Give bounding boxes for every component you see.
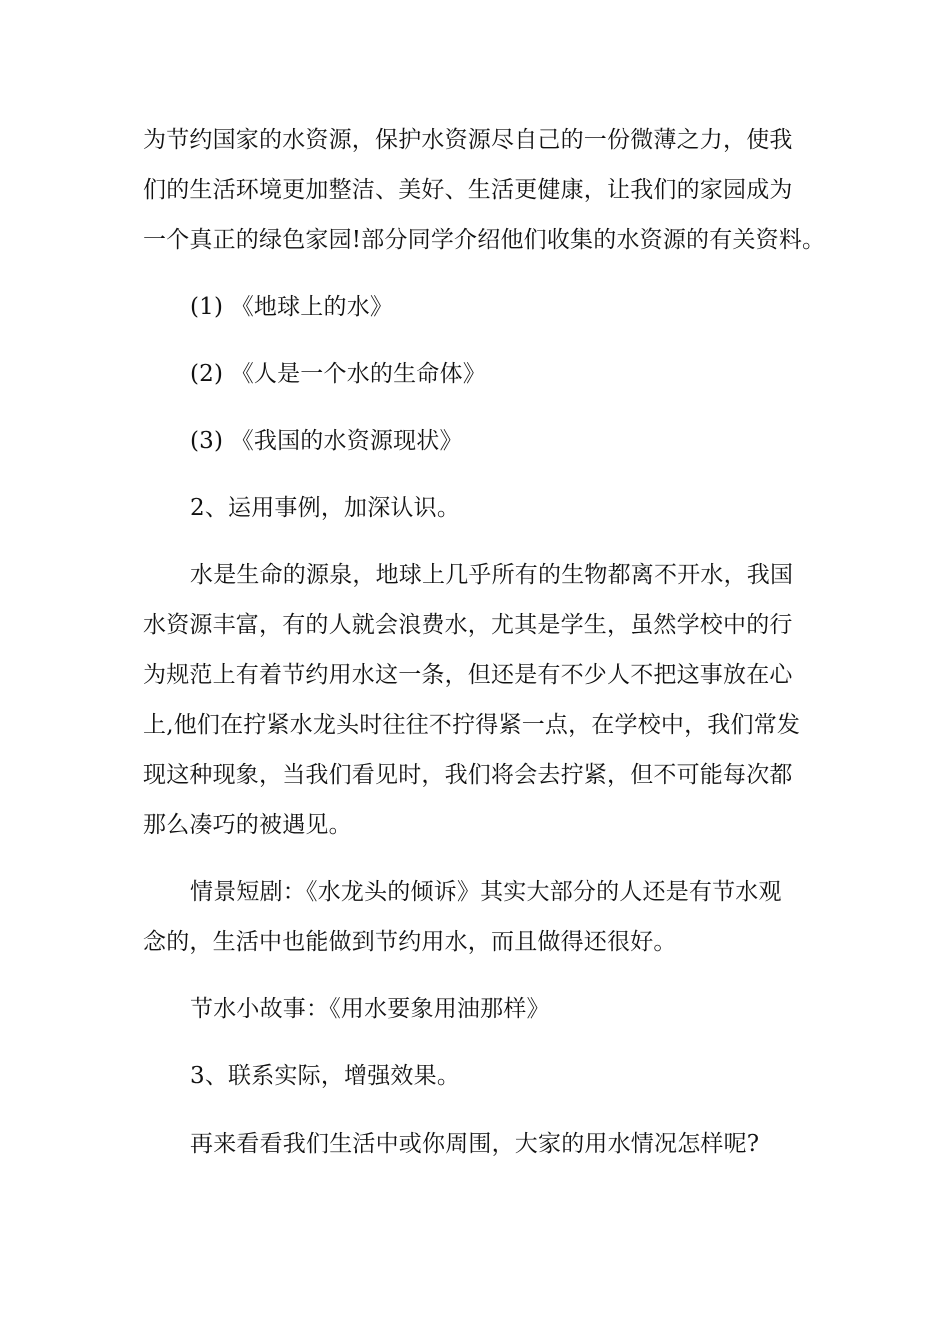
intro-paragraph-line-3: 一个真正的绿色家园!部分同学介绍他们收集的水资源的有关资料。 — [143, 227, 826, 253]
section-2-heading: 2、运用事例，加深认识。 — [190, 495, 461, 521]
water-paragraph-line-4: 上,他们在拧紧水龙头时往往不拧得紧一点，在学校中，我们常发 — [143, 712, 801, 738]
skit-paragraph-line-1: 情景短剧：《水龙头的倾诉》其实大部分的人还是有节水观 — [190, 879, 782, 905]
list-item-1: (1) 《地球上的水》 — [190, 294, 394, 320]
list-item-3: (3) 《我国的水资源现状》 — [190, 428, 463, 454]
story-line: 节水小故事：《用水要象用油那样》 — [190, 996, 550, 1022]
water-paragraph-line-6: 那么凑巧的被遇见。 — [143, 812, 352, 838]
water-paragraph-line-5: 现这种现象，当我们看见时，我们将会去拧紧，但不可能每次都 — [143, 762, 793, 788]
intro-paragraph-line-2: 们的生活环境更加整洁、美好、生活更健康，让我们的家园成为 — [143, 177, 793, 203]
closing-question: 再来看看我们生活中或你周围，大家的用水情况怎样呢? — [190, 1131, 760, 1157]
intro-paragraph-line-1: 为节约国家的水资源，保护水资源尽自己的一份微薄之力，使我 — [143, 127, 793, 153]
water-paragraph-line-2: 水资源丰富，有的人就会浪费水，尤其是学生，虽然学校中的行 — [143, 612, 793, 638]
skit-paragraph-line-2: 念的，生活中也能做到节约用水，而且做得还很好。 — [143, 929, 677, 955]
section-3-heading: 3、联系实际，增强效果。 — [190, 1063, 461, 1089]
water-paragraph-line-1: 水是生命的源泉，地球上几乎所有的生物都离不开水，我国 — [190, 562, 794, 588]
list-item-2: (2) 《人是一个水的生命体》 — [190, 361, 486, 387]
water-paragraph-line-3: 为规范上有着节约用水这一条，但还是有不少人不把这事放在心 — [143, 662, 793, 688]
